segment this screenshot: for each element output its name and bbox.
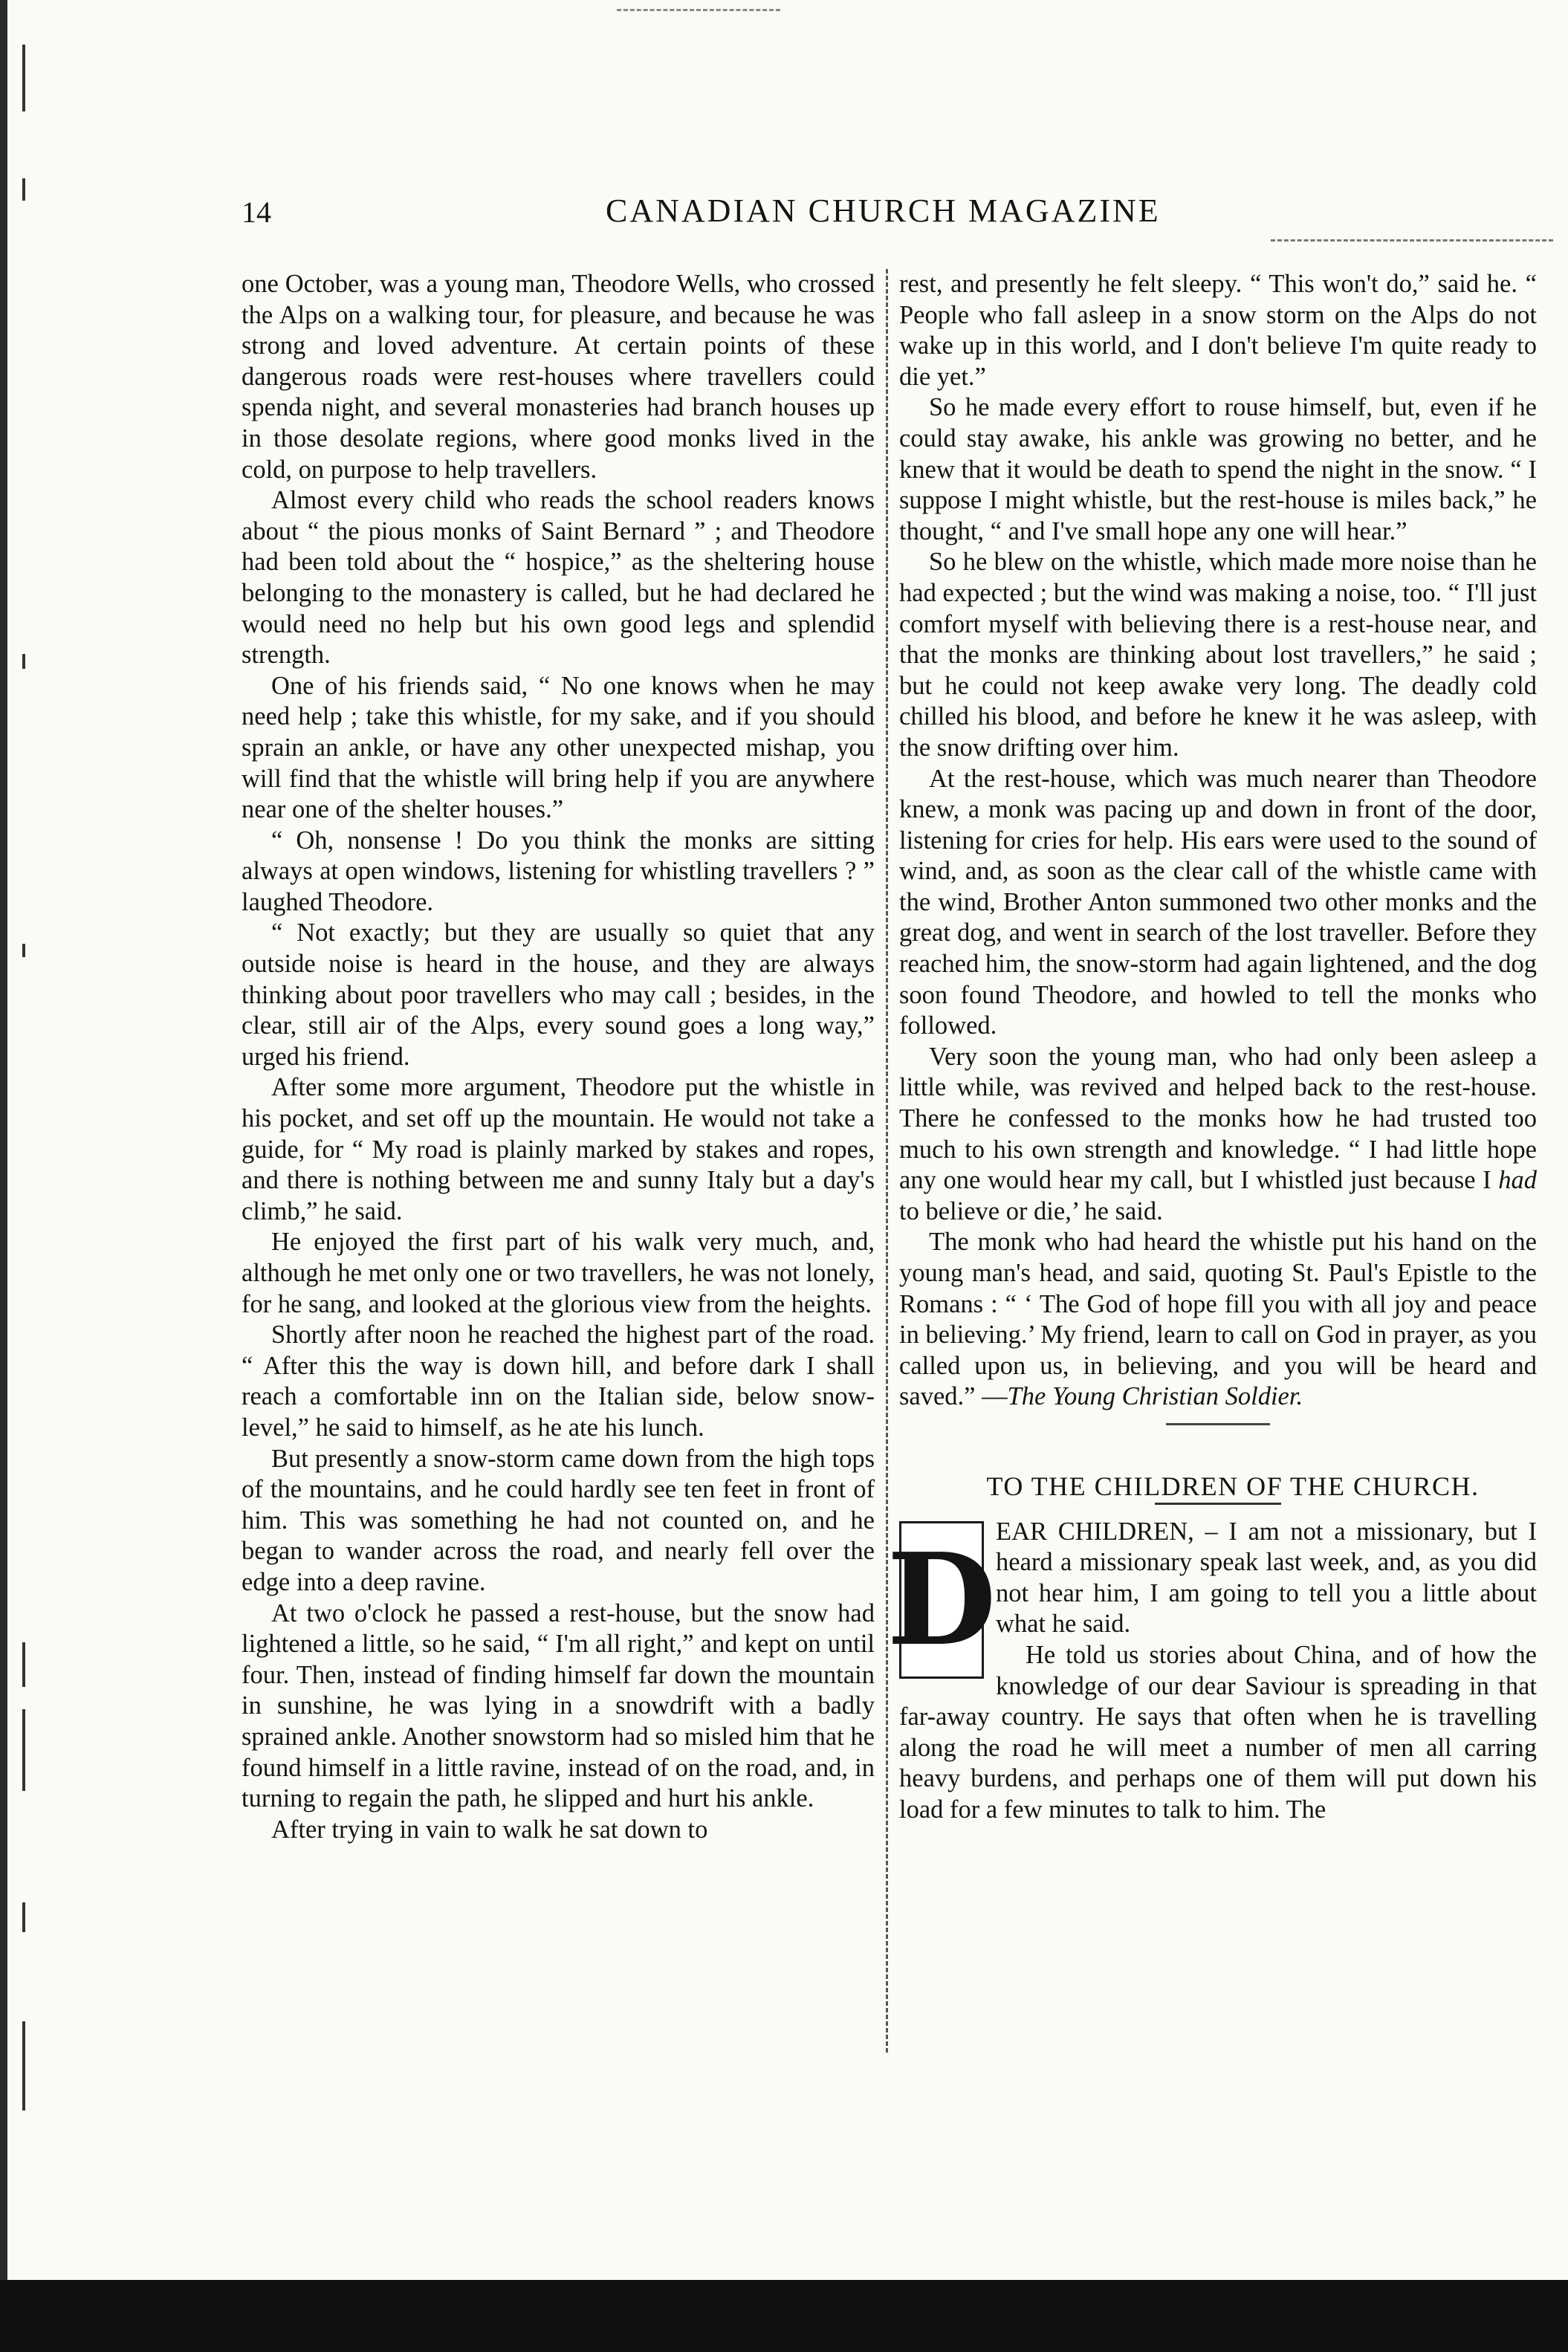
scan-marks bbox=[22, 0, 33, 2352]
paragraph: one October, was a young man, Theodore Wells, who crossed the Alps on a walking tour, for pleasure, and because he was strong and loved adventure. At certain points of these dangerous roads were rest-houses where travellers could spenda night, and several monasteries had branch houses up in those desolate regions, where good monks lived in the cold, on purpose to help travellers. bbox=[242, 270, 875, 484]
scan-top-mark bbox=[617, 9, 780, 11]
paragraph-text: The monk who had heard the whistle put his hand on the young man's head, and said, quoting St. Paul's Epistle to the Romans : “ ‘ The God of hope fill you with all joy and peace in believing.’ My friend, learn to call on God in prayer, as you called upon us, in believing, and you will be heard and saved.” — bbox=[899, 1228, 1537, 1411]
paragraph: He enjoyed the first part of his walk very much, and, although he met only one or two travellers, he was not lonely, for he sang, and looked at the glorious view from the heights. bbox=[242, 1228, 875, 1318]
column-divider bbox=[886, 269, 888, 2053]
paragraph bbox=[899, 1227, 1537, 1413]
paragraph: Shortly after noon he reached the highest part of the road. “ After this the way is down hill, and before dark I shall reach a comfortable inn on the Italian side, below snow-level,” he said to himself, as he ate his lunch. bbox=[242, 1321, 875, 1442]
paragraph: “ Not exactly; but they are usually so quiet that any outside noise is heard in the house, and they are always thinking about poor travellers who may call ; besides, in the clear, still air of the Alps, every sound goes a long way,” urged his friend. bbox=[242, 919, 875, 1071]
header-rule bbox=[1271, 239, 1553, 242]
paragraph: He told us stories about China, and of how the knowledge of our dear Saviour is spreading in that far-away country. He says that often when he is travelling along the road he will meet a number of men all carring heavy burdens, and perhaps one of them will put down his load for a few minutes to talk to him. The bbox=[899, 1640, 1537, 1824]
paragraph: After some more argument, Theodore put the whistle in his pocket, and set off up the mountain. He would not take a guide, for “ My road is plainly marked by stakes and ropes, and there is nothing between me and sunny Italy but a day's climb,” he said. bbox=[242, 1073, 875, 1225]
right-column bbox=[887, 269, 1537, 1826]
dropcap-initial bbox=[887, 1521, 997, 1679]
italic-word: had bbox=[1498, 1166, 1537, 1195]
left-column bbox=[242, 269, 875, 1845]
paragraph: At the rest-house, which was much nearer than Theodore knew, a monk was pacing up and down in front of the door, listening for cries for help. His ears were used to the sound of wind, and, as soon as the clear call of the whistle came with the wind, Brother Anton summoned two other monks and the great dog, and went in search of the lost traveller. Before they reached him, the snow-storm had again lightened, and the dog soon found Theodore, and howled to tell the monks who followed. bbox=[899, 764, 1537, 1040]
paragraph: So he made every effort to rouse himself, but, even if he could stay awake, his ankle was growing no better, and he knew that it would be death to spend the night in the snow. “ I suppose I might whistle, but the rest-house is miles back,” he thought, “ and I've small hope any one will hear.” bbox=[899, 393, 1537, 545]
section-separator bbox=[1166, 1423, 1270, 1425]
title-rule bbox=[1155, 1503, 1281, 1505]
paragraph-text: Very soon the young man, who had only been asleep a little while, was revived and helped back to the rest-house. There he confessed to the monks how he had trusted too much to his own strength and knowledge. “ I had little hope any one would hear my call, but I whistled just because I bbox=[899, 1042, 1537, 1195]
source-credit: The Young Christian Soldier. bbox=[1007, 1382, 1303, 1411]
scan-bottom-edge bbox=[0, 2280, 1568, 2352]
paragraph: At two o'clock he passed a rest-house, but the snow had lightened a little, so he said, “ I'm all right,” and kept on until four. Then, instead of finding himself far down the mountain in sunshine, he was lying in a snowdrift with a badly sprained ankle. Another snowstorm had so misled him that he found himself in a little ravine, instead of on the road, and, in turning to regain the path, he slipped and hurt his ankle. bbox=[242, 1598, 875, 1813]
paragraph: So he blew on the whistle, which made more noise than he had expected ; but the wind was making a noise, too. “ I'll just comfort myself with believing there is a rest-house near, and that the monks are thinking about lost travellers,” he said ; but he could not keep awake very long. The deadly cold chilled his blood, and before he knew it he was asleep, with the snow drifting over him. bbox=[899, 548, 1537, 762]
running-title: CANADIAN CHURCH MAGAZINE bbox=[606, 192, 1161, 229]
paragraph-text: to believe or die,’ he said. bbox=[899, 1196, 1163, 1225]
paragraph: Almost every child who reads the school readers knows about “ the pious monks of Saint Bernard ” ; and Theodore had been told about the “ hospice,” as the sheltering house belonging to the monastery is called, but he had declared he would need no help but his own good legs and splendid strength. bbox=[242, 486, 875, 670]
paragraph: After trying in vain to walk he sat down to bbox=[271, 1815, 708, 1844]
section-title: TO THE CHILDREN OF THE CHURCH. bbox=[986, 1471, 1480, 1501]
scan-edge bbox=[0, 0, 7, 2352]
paragraph-text: EAR CHILDREN, – I am not a missionary, but I heard a missionary speak last week, and, as you did not hear him, I am going to tell you a little about what he said. bbox=[996, 1517, 1537, 1639]
paragraph: rest, and presently he felt sleepy. “ This won't do,” said he. “ People who fall asleep in a snow storm on the Alps do not wake up in this world, and I don't believe I'm quite ready to die yet.” bbox=[899, 270, 1537, 391]
paragraph: But presently a snow-storm came down from the high tops of the mountains, and he could hardly see ten feet in front of him. This was something he had not counted on, and he began to wander across the road, and nearly fell over the edge into a deep ravine. bbox=[242, 1444, 875, 1596]
paragraph bbox=[899, 1042, 1537, 1228]
dropcap-letter: D bbox=[887, 1525, 997, 1674]
paragraph: One of his friends said, “ No one knows when he may need help ; take this whistle, for my sake, and if you should sprain an ankle, or have any other unexpected mishap, you will find that the whistle will bring help if you are anywhere near one of the shelter houses.” bbox=[242, 671, 875, 824]
letter-opening bbox=[887, 1517, 1537, 1674]
paragraph: “ Oh, nonsense ! Do you think the monks are sitting always at open windows, listening for whistling travellers ? ” laughed Theodore. bbox=[242, 826, 875, 916]
page-number: 14 bbox=[242, 195, 271, 229]
